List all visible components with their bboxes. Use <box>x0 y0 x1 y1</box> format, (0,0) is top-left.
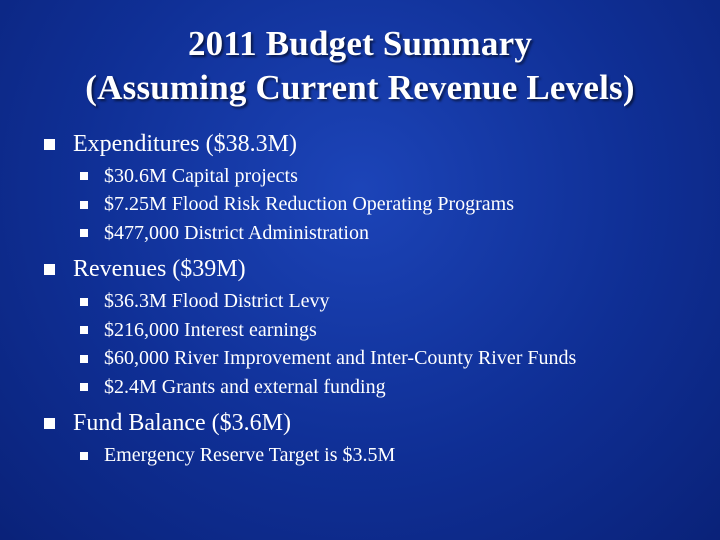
section-heading-text: Expenditures ($38.3M) <box>73 130 297 157</box>
list-item <box>44 345 704 374</box>
sub-bullet-list <box>44 162 704 248</box>
list-item-text: $2.4M Grants and external funding <box>104 375 386 398</box>
list-item-text: $7.25M Flood Risk Reduction Operating Programs <box>104 193 514 216</box>
square-bullet-icon <box>80 355 88 363</box>
title-line-2: (Assuming Current Revenue Levels) <box>85 68 635 107</box>
sub-bullet-list <box>44 288 704 402</box>
list-item <box>44 162 704 191</box>
square-bullet-icon <box>80 172 88 180</box>
section-expenditures <box>44 126 704 248</box>
list-item <box>44 191 704 220</box>
sub-bullet-list <box>44 442 704 471</box>
list-item <box>44 316 704 345</box>
section-fund-balance <box>44 406 704 471</box>
section-revenues <box>44 252 704 402</box>
slide-title <box>0 22 720 110</box>
square-bullet-icon <box>80 201 88 209</box>
list-item <box>44 373 704 402</box>
square-bullet-icon <box>80 326 88 334</box>
list-item-text: $216,000 Interest earnings <box>104 318 317 341</box>
list-item-text: $60,000 River Improvement and Inter-County River Funds <box>104 347 577 370</box>
square-bullet-icon <box>80 298 88 306</box>
square-bullet-icon <box>80 452 88 460</box>
list-item <box>44 442 704 471</box>
list-item <box>44 219 704 248</box>
section-heading-text: Revenues ($39M) <box>73 256 246 282</box>
bullet-content <box>44 126 704 470</box>
square-bullet-icon <box>44 264 55 275</box>
section-heading <box>44 252 704 288</box>
square-bullet-icon <box>44 139 55 150</box>
list-item-text: Emergency Reserve Target is $3.5M <box>104 444 396 467</box>
list-item <box>44 288 704 317</box>
list-item-text: $477,000 District Administration <box>104 221 369 244</box>
section-heading-text: Fund Balance ($3.6M) <box>73 410 291 436</box>
square-bullet-icon <box>80 229 88 237</box>
list-item-text: $30.6M Capital projects <box>104 164 298 187</box>
list-item-text: $36.3M Flood District Levy <box>104 290 330 313</box>
square-bullet-icon <box>44 418 55 429</box>
square-bullet-icon <box>80 383 88 391</box>
title-line-1: 2011 Budget Summary <box>187 24 533 63</box>
section-heading <box>44 406 704 442</box>
section-heading <box>44 126 704 162</box>
